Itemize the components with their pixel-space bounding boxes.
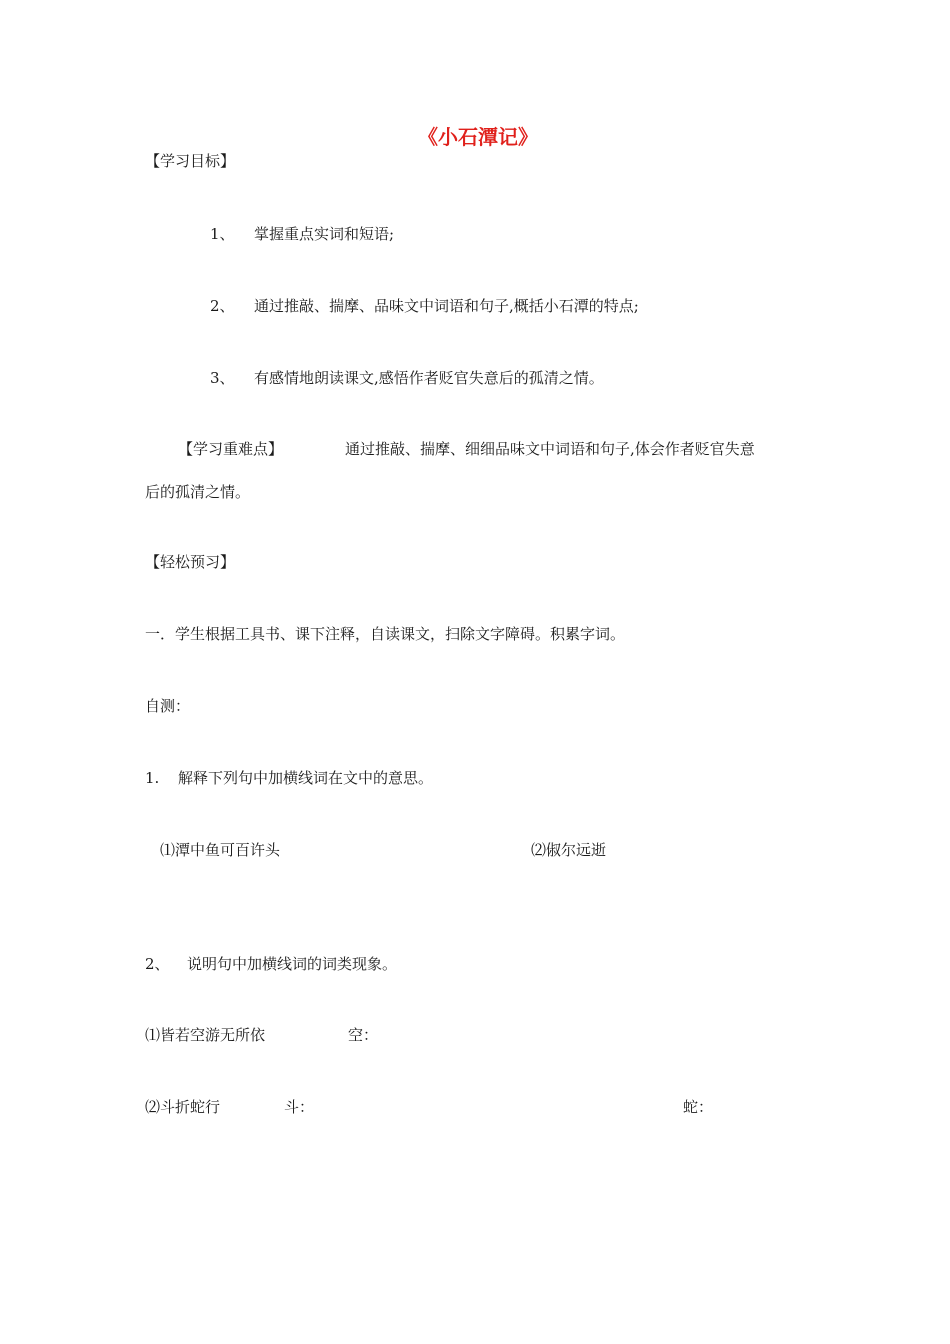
- key-points-line1: 通过推敲、揣摩、细细品味文中词语和句子,体会作者贬官失意: [345, 440, 755, 458]
- objective-num: 1、: [210, 225, 235, 243]
- question-text: 说明句中加横线词的词类现象。: [187, 955, 398, 973]
- question-1-item-b: ⑵俶尔远逝: [531, 841, 607, 859]
- key-points-line2: 后的孤清之情。: [145, 483, 251, 501]
- objectives-header: 【学习目标】: [145, 152, 236, 170]
- objective-text: 有感情地朗读课文,感悟作者贬官失意后的孤清之情。: [254, 369, 604, 387]
- self-test-label: 自测：: [145, 697, 191, 715]
- question-1-item-a: ⑴潭中鱼可百许头: [160, 841, 281, 859]
- key-points-header: 【学习重难点】: [178, 440, 284, 458]
- preview-header: 【轻松预习】: [145, 553, 236, 571]
- objective-text: 掌握重点实词和短语;: [254, 225, 395, 243]
- question-2-item-1: ⑴皆若空游无所依: [145, 1026, 266, 1044]
- question-2-item-1-word: 空：: [348, 1026, 379, 1044]
- question-2-item-2-word1: 斗：: [284, 1098, 315, 1116]
- objective-num: 2、: [210, 297, 235, 315]
- question-num: 1.: [145, 769, 160, 787]
- page-title: 《小石潭记》: [418, 125, 538, 149]
- objective-num: 3、: [210, 369, 235, 387]
- question-text: 解释下列句中加横线词在文中的意思。: [178, 769, 434, 787]
- preview-intro: 一．学生根据工具书、课下注释，自读课文，扫除文字障碍。积累字词。: [145, 625, 626, 643]
- question-2-item-2: ⑵斗折蛇行: [145, 1098, 221, 1116]
- objective-text: 通过推敲、揣摩、品味文中词语和句子,概括小石潭的特点;: [254, 297, 639, 315]
- question-2-item-2-word2: 蛇：: [683, 1098, 714, 1116]
- question-num: 2、: [145, 955, 170, 973]
